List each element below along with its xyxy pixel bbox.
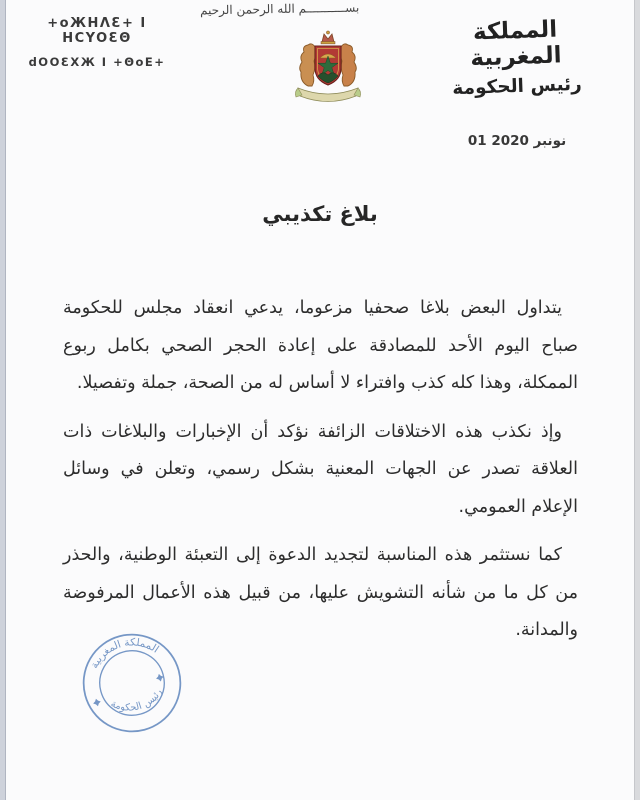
tifinagh-government-line: dOOƐXЖ I +ΘoE+ <box>28 55 166 69</box>
body-paragraph-3: كما نستثمر هذه المناسبة لتجديد الدعوة إلى التعبئة الوطنية، والحذر من كل ما من شأنه التشويش عليها، من قبيل هذه الأعمال المرفوضة والمدانة. <box>63 545 578 640</box>
scan-edge-left <box>0 0 6 800</box>
head-of-government-title: رئيس الحكومة <box>451 73 583 100</box>
body-paragraph-1: يتداول البعض بلاغا صحفيا مزعوما، يدعي انعقاد مجلس للحكومة صباح اليوم الأحد للمصادقة على إعادة الحجر الصحي بكامل ربوع الممكلة، وهذا كله كذب وافتراء لا أساس له من الصحة، جملة وتفصيلا. <box>63 298 578 393</box>
shield-icon <box>315 46 341 85</box>
bismillah-calligraphy: بســـــــــــم الله الرحمن الرحيم <box>199 0 360 18</box>
crown-icon <box>321 31 335 44</box>
stamp-star-left-icon <box>92 698 102 708</box>
tifinagh-kingdom-line: +oЖHΛƐ+ I HCYOƐΘ <box>47 16 147 46</box>
scan-edge-right <box>634 0 640 800</box>
left-lion-icon <box>300 44 316 86</box>
tifinagh-header <box>22 16 172 69</box>
right-lion-icon <box>340 44 356 86</box>
document-title: بلاغ تكذيبي <box>262 202 378 226</box>
kingdom-of-morocco-title: المملكة المغربية <box>469 16 563 72</box>
moroccan-coat-of-arms-icon <box>286 28 370 114</box>
ribbon-icon <box>295 88 360 102</box>
royal-header-calligraphy <box>425 15 608 100</box>
stamp-bottom-text: رئيس الحكومة <box>108 687 165 714</box>
stamp-top-text: المملكة المغربية <box>88 636 162 671</box>
body-paragraph-2: وإذ نكذب هذه الاختلاقات الزائفة نؤكد أن الإخبارات والبلاغات ذات العلاقة تصدر عن الجهات المعنية بشكل رسمي، وتعلن في وسائل الإعلام العمومي. <box>63 421 578 517</box>
document-body <box>63 290 578 661</box>
document-date: 01 نونبر 2020 <box>467 133 567 149</box>
